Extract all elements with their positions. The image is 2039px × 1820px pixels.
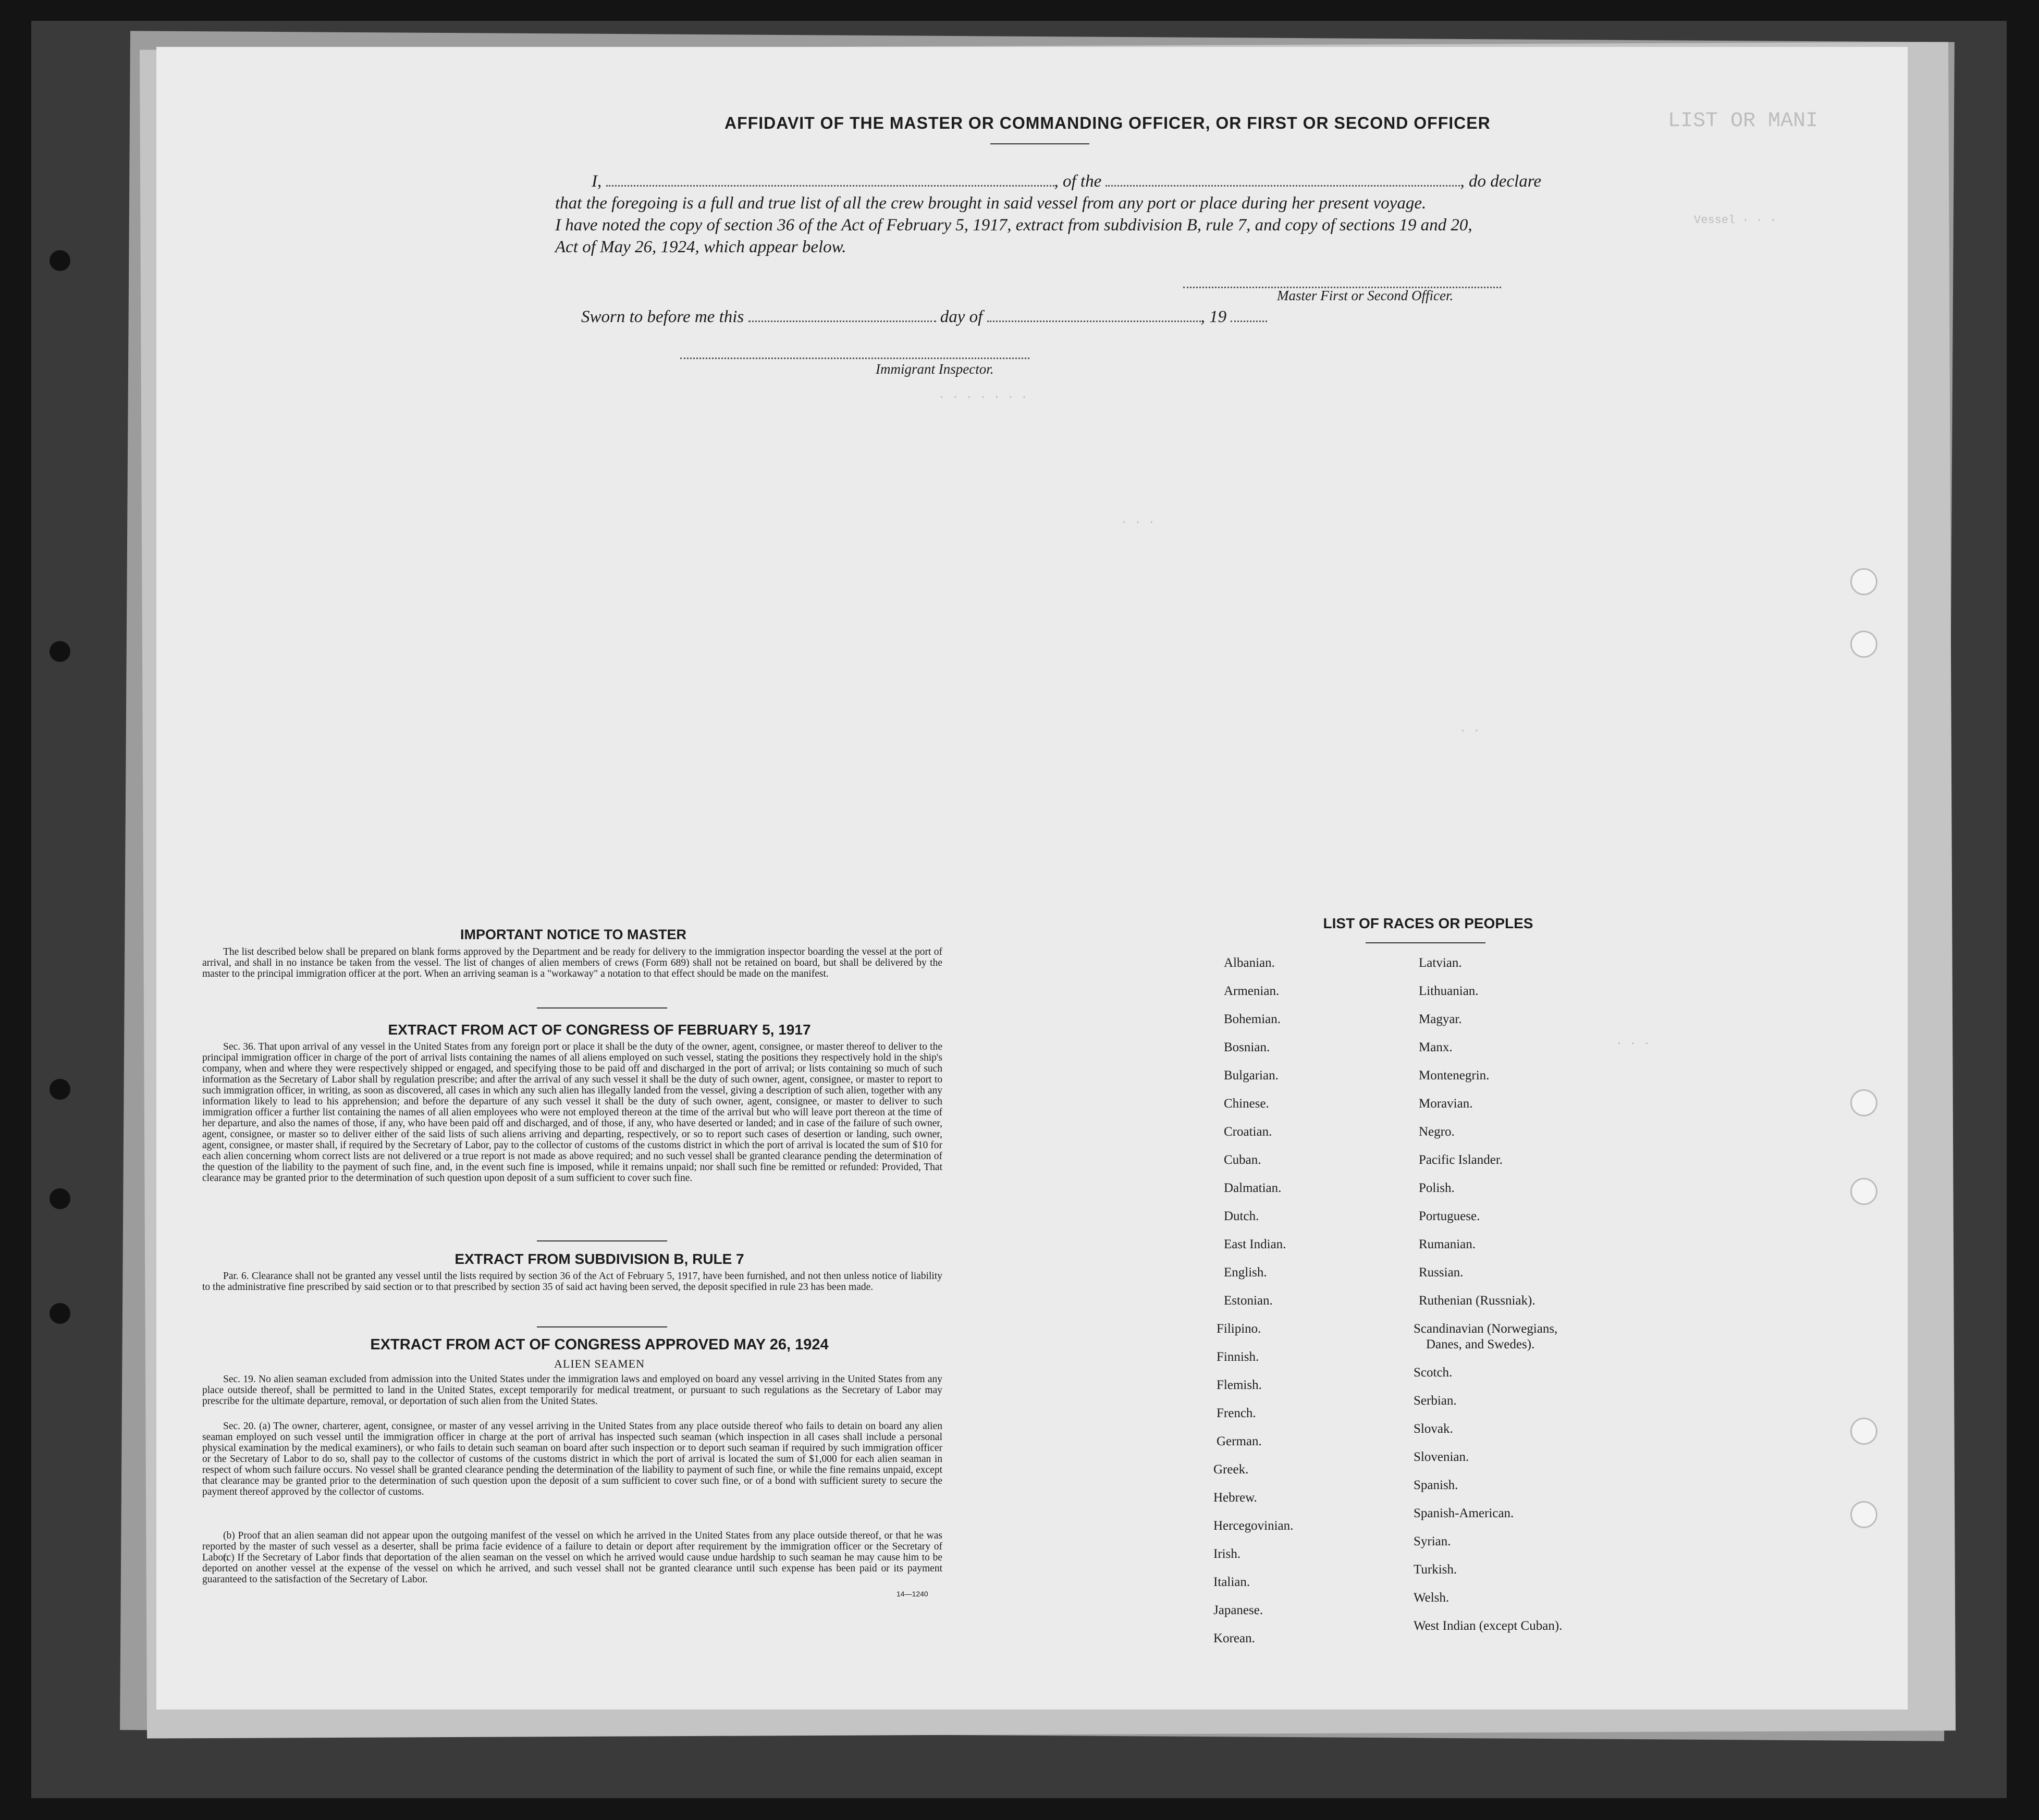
binder-hole xyxy=(1850,1501,1877,1528)
sworn-month-field[interactable] xyxy=(987,315,1201,322)
inspector-signature-line[interactable] xyxy=(680,358,1029,359)
race-item: West Indian (except Cuban). xyxy=(1414,1619,1563,1633)
race-item: Dalmatian. xyxy=(1224,1181,1282,1195)
notice-title: IMPORTANT NOTICE TO MASTER xyxy=(460,927,686,942)
affidavit-title: AFFIDAVIT OF THE MASTER OR COMMANDING OFFICER, OR FIRST OR SECOND OFFICER xyxy=(724,114,1491,132)
vessel-field[interactable] xyxy=(1106,180,1460,187)
race-item: Pacific Islander. xyxy=(1419,1153,1503,1167)
race-item: Cuban. xyxy=(1224,1153,1261,1167)
race-item: Portuguese. xyxy=(1419,1209,1480,1223)
affidavit-text-line-2: I have noted the copy of section 36 of the Act of February 5, 1917, extract from subdivision B, rule 7, and copy of sections 19 and 20, xyxy=(555,216,1472,235)
binder-hole xyxy=(1850,1418,1877,1445)
sworn-year-field[interactable] xyxy=(1231,315,1267,322)
race-item: Russian. xyxy=(1419,1265,1464,1280)
extract-1924-title: EXTRACT FROM ACT OF CONGRESS APPROVED MAY 26, 1924 xyxy=(370,1336,829,1353)
race-item: Hebrew. xyxy=(1213,1491,1257,1505)
race-item: Danes, and Swedes). xyxy=(1426,1337,1535,1351)
bleed-through-text: LIST OR MANI xyxy=(1668,109,1819,133)
race-item: Moravian. xyxy=(1419,1097,1473,1111)
race-item: Italian. xyxy=(1213,1575,1250,1589)
race-item: Irish. xyxy=(1213,1547,1241,1561)
extract-rule7-text: Par. 6. Clearance shall not be granted any vessel until the lists required by section 36 of the Act of February 5, 1917, have been furnished, and not then unless notice of liability to the administrative fine prescribed by said section or to that prescribed by section 35 of said act having been served, the deposit specified in rule 23 has been made. xyxy=(202,1271,942,1293)
race-item: Rumanian. xyxy=(1419,1237,1476,1251)
binder-hole xyxy=(50,250,70,271)
section-19-text: Sec. 19. No alien seaman excluded from admission into the United States under the immigration laws and employed on board any vessel arriving in the United States from any place outside thereof, shall be permitted to land in the United States, except temporarily for medical treatment, or pursuant to such regulations as the Secretary of Labor may prescribe for the ultimate departure, removal, or deportation of such alien from the United States. xyxy=(202,1374,942,1407)
binder-hole xyxy=(50,1303,70,1324)
document-page xyxy=(156,47,1908,1710)
extract-1917-title: EXTRACT FROM ACT OF CONGRESS OF FEBRUARY 5, 1917 xyxy=(388,1022,811,1038)
race-item: Flemish. xyxy=(1217,1378,1262,1392)
master-signature-label: Master First or Second Officer. xyxy=(1277,288,1454,303)
race-item: Bulgarian. xyxy=(1224,1068,1279,1083)
race-item: German. xyxy=(1217,1434,1262,1448)
race-item: English. xyxy=(1224,1265,1267,1280)
binder-hole xyxy=(1850,1089,1877,1116)
notice-text: The list described below shall be prepared on blank forms approved by the Department and be ready for delivery to the immigration inspector boarding the vessel at the port of arrival, and shall in no instance be taken from the vessel. The list of changes of alien members of crews (Form 689) shall not be retained on board, but shall be delivered by the master to the principal immigration officer at the port. When an arriving seaman is a "workaway" a notation to that effect should be made on the manifest. xyxy=(202,946,942,979)
race-item: Syrian. xyxy=(1414,1534,1451,1548)
race-item: Korean. xyxy=(1213,1631,1255,1645)
name-field[interactable] xyxy=(606,180,1054,187)
inspector-signature-label: Immigrant Inspector. xyxy=(876,361,994,377)
of-the-label: , of the xyxy=(1054,172,1102,191)
section-20a-text: Sec. 20. (a) The owner, charterer, agent, consignee, or master of any vessel arriving in the United States from any place outside thereof who fails to detain on board any alien seaman employed on such vessel until the immigration officer in charge at the port of arrival has inspected such seaman (which inspection in all cases shall include a personal physical examination by the medical examiners), or who fails to detain such seaman on board after such inspection or to deport such seaman if required by such immigration officer or the Secretary of Labor to do so, shall pay to the collector of customs of the customs district in which the port of arrival is located the sum of $1,000 for each alien seaman in respect of whom such failure occurs. No vessel shall be granted clearance pending the determination of the liability to payment of such fine, or while the fine remains unpaid, except that clearance may be granted prior to the determination of such question upon the deposit of a sum sufficient to cover such fine, or of a bond with sufficient surety to secure the payment thereof approved by the collector of customs. xyxy=(202,1421,942,1497)
bleed-through-text: · · xyxy=(1459,724,1480,737)
race-item: Bohemian. xyxy=(1224,1012,1281,1026)
race-item: Finnish. xyxy=(1217,1350,1259,1364)
race-item: Magyar. xyxy=(1419,1012,1462,1026)
race-item: Dutch. xyxy=(1224,1209,1259,1223)
races-title: LIST OF RACES OR PEOPLES xyxy=(1323,915,1533,931)
race-item: Slovenian. xyxy=(1414,1450,1469,1464)
bleed-through-text: · · · · · · · xyxy=(938,391,1028,404)
i-label: I, xyxy=(592,172,602,191)
race-item: East Indian. xyxy=(1224,1237,1286,1251)
year-label: , 19 xyxy=(1200,308,1227,326)
race-item: Montenegrin. xyxy=(1419,1068,1490,1083)
race-item: Manx. xyxy=(1419,1040,1453,1054)
bleed-through-text: · · · xyxy=(1121,516,1156,529)
race-item: Spanish. xyxy=(1414,1478,1458,1492)
section-20b-text: (b) Proof that an alien seaman did not appear upon the outgoing manifest of the vessel on which he arrived in the United States from any place outside thereof, or that he was reported by the master of such vessel as a deserter, shall be prima facie evidence of a failure to detain or deport after requirement by the immigration officer or the Secretary of Labor. xyxy=(202,1530,942,1563)
sworn-line xyxy=(581,308,1267,327)
binder-hole xyxy=(50,1079,70,1100)
race-item: Polish. xyxy=(1419,1181,1455,1195)
section-20c-text: (c) If the Secretary of Labor finds that deportation of the alien seaman on the vessel on which he arrived would cause undue hardship to such seaman he may cause him to be deported on another vessel at the expense of the vessel on which he arrived, and such vessel shall not be granted clearance until such expense has been paid or its payment guaranteed to the satisfaction of the Secretary of Labor. xyxy=(202,1552,942,1585)
race-item: French. xyxy=(1217,1406,1256,1420)
race-item: Croatian. xyxy=(1224,1125,1272,1139)
day-of-label: day of xyxy=(940,308,983,326)
sworn-label: Sworn to before me this xyxy=(581,308,744,326)
divider xyxy=(1366,942,1485,943)
binder-hole xyxy=(50,1188,70,1209)
binder-hole xyxy=(1850,631,1877,658)
race-item: Latvian. xyxy=(1419,956,1462,970)
race-item: Armenian. xyxy=(1224,984,1280,998)
binder-hole xyxy=(50,641,70,662)
binder-hole xyxy=(1850,1178,1877,1205)
alien-seamen-subtitle: ALIEN SEAMEN xyxy=(554,1357,645,1370)
divider xyxy=(990,143,1089,144)
race-item: Greek. xyxy=(1213,1462,1249,1477)
race-item: Chinese. xyxy=(1224,1097,1269,1111)
do-declare-label: , do declare xyxy=(1460,172,1541,191)
binder-hole xyxy=(1850,568,1877,595)
race-item: Lithuanian. xyxy=(1419,984,1479,998)
divider xyxy=(537,1240,667,1241)
race-item: Welsh. xyxy=(1414,1591,1450,1605)
divider xyxy=(537,1326,667,1327)
sworn-day-field[interactable] xyxy=(748,315,936,322)
affidavit-declaration-line xyxy=(592,172,1541,191)
divider xyxy=(537,1007,667,1009)
race-item: Albanian. xyxy=(1224,956,1275,970)
affidavit-text-line-3: Act of May 26, 1924, which appear below. xyxy=(555,238,846,256)
race-item: Filipino. xyxy=(1217,1322,1261,1336)
race-item: Slovak. xyxy=(1414,1422,1453,1436)
form-number: 14—1240 xyxy=(896,1590,928,1598)
race-item: Spanish-American. xyxy=(1414,1506,1514,1520)
extract-rule7-title: EXTRACT FROM SUBDIVISION B, RULE 7 xyxy=(455,1251,744,1267)
race-item: Estonian. xyxy=(1224,1294,1273,1308)
extract-1917-text: Sec. 36. That upon arrival of any vessel in the United States from any foreign port or place it shall be the duty of the owner, agent, consignee, or master thereof to deliver to the principal immigration officer in charge of the port of arrival lists containing the names of all aliens employed on such vessel, stating the positions they respectively hold in the ship's company, when and where they were respectively shipped or engaged, and specifying those to be paid off and discharged in the port of arrival; or lists containing so much of such information as the Secretary of Labor shall by regulation prescribe; and after the arrival of any such vessel it shall be the duty of such owner, agent, consignee, or master to report to such immigration officer, in writing, as soon as discovered, all cases in which any such alien has illegally landed from the vessel, giving a description of such alien, together with any information likely to lead to his apprehension; and before the departure of any such vessel it shall be the duty of such owner, agent, consignee, or master to deliver to such immigration officer a further list containing the names of all alien employees who were not employed thereon at the time of the arrival but who will leave port thereon at the time of her departure, and also the names of those, if any, who have been paid off and discharged, and of those, if any, who have deserted or landed; and in case of the failure of such owner, agent, consignee, or master so to deliver either of the said lists of such aliens arriving and departing, respectively, or so to report such cases of desertion or landing, such owner, agent, consignee, or master shall, if required by the Secretary of Labor, pay to the collector of customs of the customs district in which the port of arrival is located the sum of $10 for each alien concerning whom correct lists are not delivered or a true report is not made as above required; and no such vessel shall be granted clearance pending the determination of the question of the liability to the payment of such fine, and, in the event such fine is imposed, while it remains unpaid; nor shall such fine be remitted or refunded: Provided, That clearance may be granted prior to the determination of such question upon deposit of a sum sufficient to cover such fine. xyxy=(202,1041,942,1184)
race-item: Serbian. xyxy=(1414,1394,1457,1408)
race-item: Scotch. xyxy=(1414,1366,1453,1380)
race-item: Turkish. xyxy=(1414,1563,1457,1577)
race-item: Negro. xyxy=(1419,1125,1455,1139)
race-item: Japanese. xyxy=(1213,1603,1263,1617)
affidavit-text-line-1: that the foregoing is a full and true list of all the crew brought in said vessel from any port or place during her present voyage. xyxy=(555,194,1427,213)
race-item: Ruthenian (Russniak). xyxy=(1419,1294,1536,1308)
race-item: Scandinavian (Norwegians, xyxy=(1414,1322,1558,1336)
race-item: Hercegovinian. xyxy=(1213,1519,1294,1533)
bleed-through-text: Vessel · · · xyxy=(1694,214,1777,227)
bleed-through-text: · · · xyxy=(1616,1037,1651,1050)
race-item: Bosnian. xyxy=(1224,1040,1270,1054)
